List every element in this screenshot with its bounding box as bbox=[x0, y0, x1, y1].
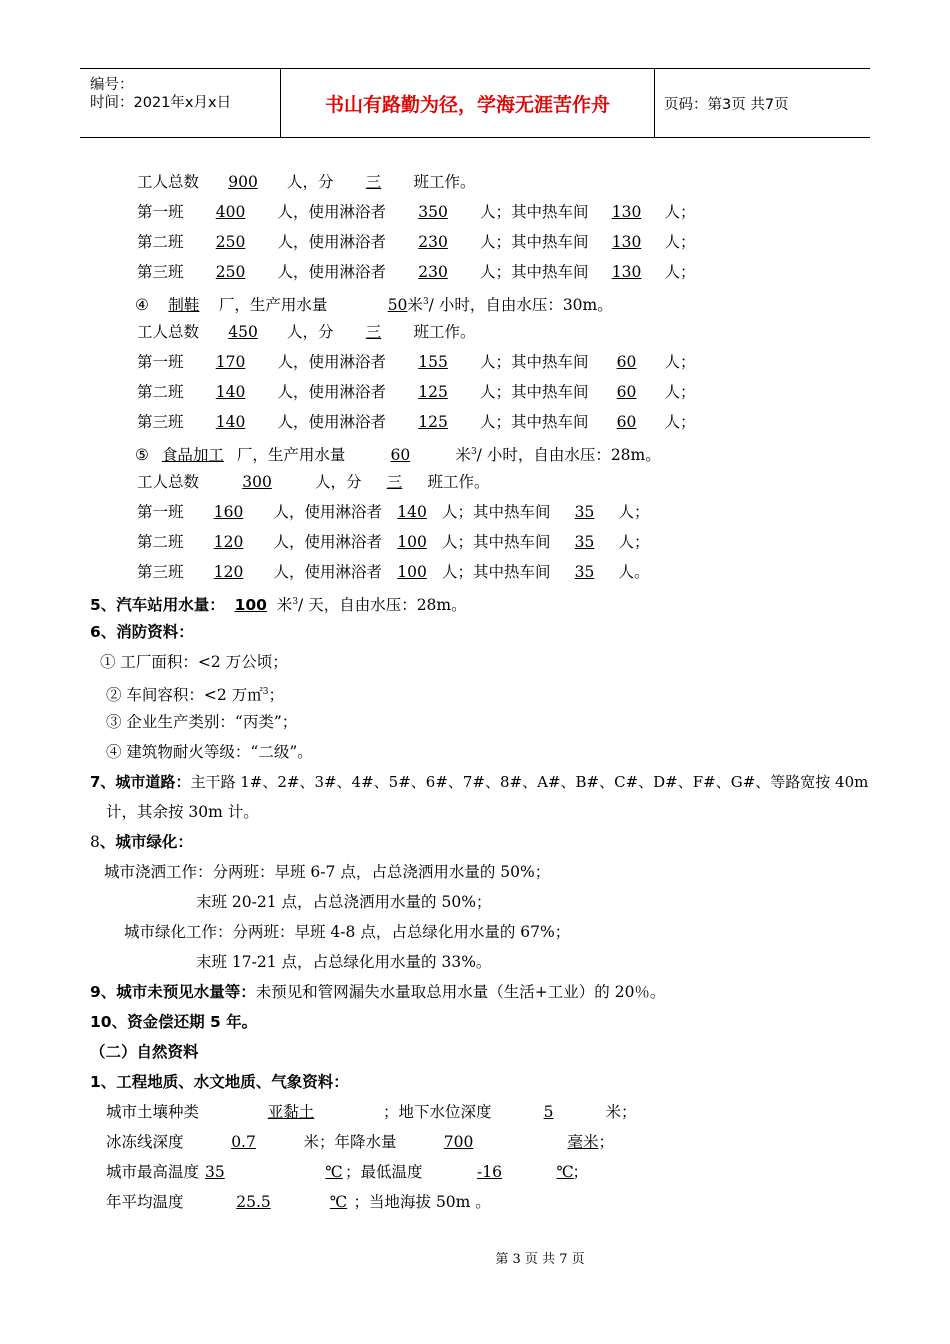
text-line: ① 工厂面积：<2 万公顷； bbox=[100, 653, 288, 671]
text-line: 第三班 140 人，使用淋浴者 125 人；其中热车间 60 人； bbox=[137, 413, 696, 431]
text-line: 冰冻线深度 0.7 米；年降水量 700 毫米； bbox=[106, 1133, 615, 1151]
text-line: 城市土壤种类 亚黏土 ；地下水位深度 5 米； bbox=[106, 1103, 637, 1121]
text-line: ③ 企业生产类别：“丙类”； bbox=[106, 713, 298, 731]
text-line: 工人总数 300 人，分 三 班工作。 bbox=[137, 473, 490, 491]
time-label: 时间：2021年x月x日 bbox=[90, 95, 232, 111]
section-8: 8、城市绿化： bbox=[90, 833, 193, 851]
text-line: 计，其余按 30m 计。 bbox=[106, 803, 259, 821]
page-header bbox=[80, 68, 870, 138]
page-footer: 第 3 页 共 7 页 bbox=[495, 1252, 585, 1267]
text-line: 年平均温度 25.5 ℃ ；当地海拔 50m 。 bbox=[106, 1193, 491, 1211]
section-7: 7、城市道路：主干路 1#、2#、3#、4#、5#、6#、7#、8#、A#、B#、C#、D#、F#、G#、等路宽按 40m bbox=[90, 773, 869, 791]
text-line: 第一班 400 人，使用淋浴者 350 人；其中热车间 130 人； bbox=[137, 203, 696, 221]
text-line: 第二班 250 人，使用淋浴者 230 人；其中热车间 130 人； bbox=[137, 233, 696, 251]
subsection-geology: 1、工程地质、水文地质、气象资料： bbox=[90, 1073, 349, 1091]
text-line: 第二班 140 人，使用淋浴者 125 人；其中热车间 60 人； bbox=[137, 383, 696, 401]
section-9: 9、城市未预见水量等：未预见和管网漏失水量取总用水量（生活+工业）的 20％。 bbox=[90, 983, 666, 1001]
header-page-info: 页码：第3页 共7页 bbox=[664, 96, 789, 113]
header-meta bbox=[80, 69, 281, 137]
text-line: 末班 20-21 点，占总浇洒用水量的 50%； bbox=[196, 893, 492, 911]
text-line: ④ 制鞋 厂，生产用水量 50米$^3$/ 小时，自由水压：30m。 bbox=[135, 296, 613, 315]
text-line: 城市最高温度 35 ℃ ；最低温度 -16 ℃； bbox=[106, 1163, 589, 1181]
header-motto: 书山有路勤为径，学海无涯苦作舟 bbox=[281, 69, 655, 137]
text-line: 工人总数 900 人，分 三 班工作。 bbox=[137, 173, 476, 191]
text-line: ⑤ 食品加工 厂，生产用水量 60 米$^3$/ 小时，自由水压：28m。 bbox=[135, 446, 661, 465]
text-line: 工人总数 450 人，分 三 班工作。 bbox=[137, 323, 476, 341]
text-line: 第三班 250 人，使用淋浴者 230 人；其中热车间 130 人； bbox=[137, 263, 696, 281]
section-5: 5、汽车站用水量： 100 米$^3$/ 天，自由水压：28m。 bbox=[90, 596, 467, 615]
text-line: 城市绿化工作：分两班：早班 4-8 点，占总绿化用水量的 67%； bbox=[124, 923, 571, 941]
text-line: 第二班 120 人，使用淋浴者 100 人；其中热车间 35 人； bbox=[137, 533, 650, 551]
subsection-natural: （二）自然资料 bbox=[90, 1043, 199, 1061]
section-10: 10、资金偿还期 5 年。 bbox=[90, 1013, 258, 1031]
text-line: ② 车间容积：<2 万㎡$^3$； bbox=[106, 686, 284, 705]
text-line: ④ 建筑物耐火等级：“二级”。 bbox=[106, 743, 313, 761]
text-line: 第三班 120 人，使用淋浴者 100 人；其中热车间 35 人。 bbox=[137, 563, 650, 581]
text-line: 末班 17-21 点，占总绿化用水量的 33%。 bbox=[196, 953, 492, 971]
section-6: 6、消防资料： bbox=[90, 623, 194, 641]
text-line: 第一班 170 人，使用淋浴者 155 人；其中热车间 60 人； bbox=[137, 353, 696, 371]
text-line: 城市浇洒工作：分两班：早班 6-7 点，占总浇洒用水量的 50%； bbox=[104, 863, 551, 881]
number-label: 编号： bbox=[90, 77, 134, 93]
text-line: 第一班 160 人，使用淋浴者 140 人；其中热车间 35 人； bbox=[137, 503, 650, 521]
